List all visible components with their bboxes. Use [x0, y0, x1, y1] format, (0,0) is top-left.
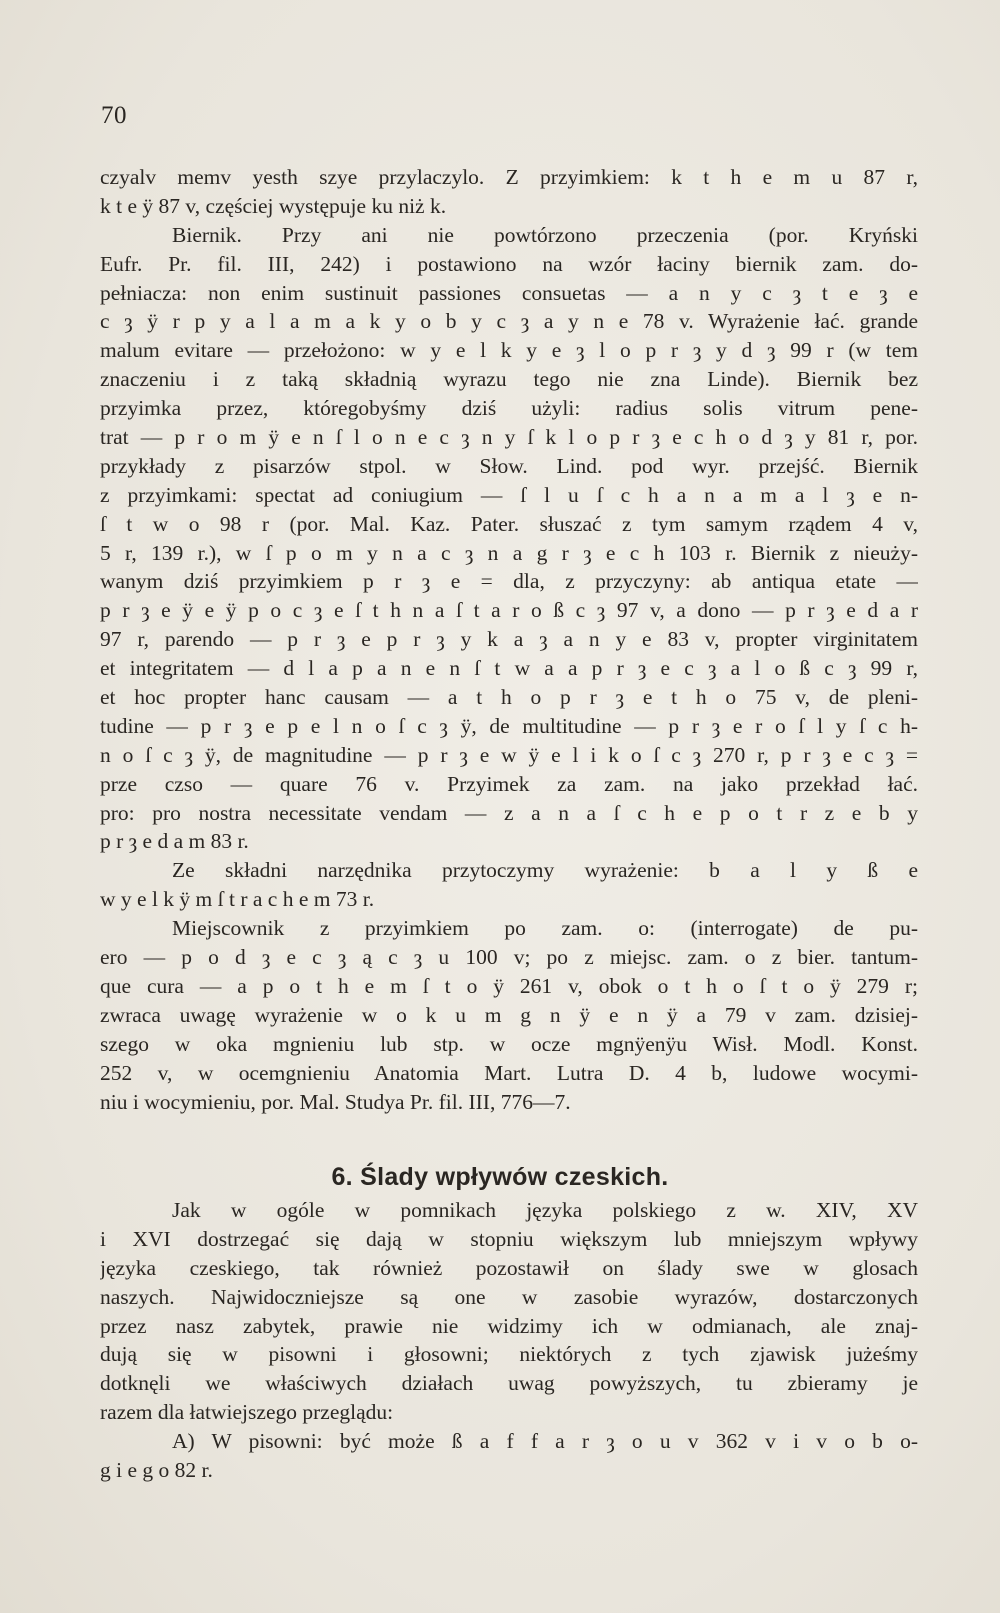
text-line: 252 v, w ocemgnieniu Anatomia Mart. Lutra D. 4 b, ludowe wocymi-	[100, 1060, 918, 1085]
text-line: p r ȝ e d a m 83 r.	[100, 829, 249, 854]
text-line: i XVI dostrzegać się dają w stopniu większym lub mniejszym wpływy	[100, 1226, 918, 1251]
text-line: pro: pro nostra necessitate vendam — z a n a ſ c h e p o t r z e b y	[100, 800, 918, 825]
text-line: Biernik. Przy ani nie powtórzono przeczenia (por. Kryński	[172, 222, 918, 247]
text-line: p r ȝ e ÿ e ÿ p o c ȝ e ſ t h n a ſ t a r o ß c ȝ 97 v, a dono — p r ȝ e d a r	[100, 598, 918, 623]
text-line: dotknęli we właściwych działach uwag powyższych, tu zbieramy je	[100, 1371, 918, 1396]
text-line: przyimka przez, któregobyśmy dziś użyli: radius solis vitrum pene-	[100, 396, 918, 421]
text-line: przez nasz zabytek, prawie nie widzimy ich w odmianach, ale znaj-	[100, 1313, 918, 1338]
text-line: trat — p r o m ÿ e n ſ l o n e c ȝ n y ſ k l o p r ȝ e c h o d ȝ y 81 r, por.	[100, 425, 918, 450]
text-line: szego w oka mgnieniu lub stp. w ocze mgnÿenÿu Wisł. Modl. Konst.	[100, 1031, 918, 1056]
text-line: et integritatem — d l a p a n e n ſ t w a a p r ȝ e c ȝ a l o ß c ȝ 99 r,	[100, 656, 918, 681]
text-line: 97 r, parendo — p r ȝ e p r ȝ y k a ȝ a n y e 83 v, propter virginitatem	[100, 627, 918, 652]
text-line: języka czeskiego, tak również pozostawił on ślady swe w glosach	[100, 1255, 918, 1280]
text-line: Eufr. Pr. fil. III, 242) i postawiono na wzór łaciny biernik zam. do-	[100, 251, 918, 276]
text-line: dują się w pisowni i głosowni; niektórych z tych zjawisk jużeśmy	[100, 1342, 918, 1367]
section-heading: 6. Ślady wpływów czeskich.	[331, 1163, 669, 1191]
body-text-top	[100, 163, 918, 1116]
text-line: przykłady z pisarzów stpol. w Słow. Lind. pod wyr. przejść. Biernik	[100, 453, 918, 478]
text-line: c ȝ ÿ r p y a l a m a k y o b y c ȝ a y n e 78 v. Wyrażenie łać. grande	[100, 309, 918, 334]
text-line: 5 r, 139 r.), w ſ p o m y n a c ȝ n a g r ȝ e c h 103 r. Biernik z nieuży-	[100, 540, 918, 565]
text-line: Miejscownik z przyimkiem po zam. o: (interrogate) de pu-	[172, 916, 918, 941]
text-line: zwraca uwagę wyrażenie w o k u m g n ÿ e n ÿ a 79 v zam. dzisiej-	[100, 1002, 918, 1027]
text-line: et hoc propter hanc causam — a t h o p r ȝ e t h o 75 v, de pleni-	[100, 685, 918, 710]
text-line: g i e g o 82 r.	[100, 1458, 213, 1483]
body-text-bottom	[100, 1196, 918, 1485]
text-line: k t e ÿ 87 v, częściej występuje ku niż k.	[100, 193, 447, 218]
text-line: naszych. Najwidoczniejsze są one w zasobie wyrazów, dostarczonych	[100, 1284, 918, 1309]
text-line: Jak w ogóle w pomnikach języka polskiego z w. XIV, XV	[172, 1198, 918, 1222]
text-line: n o ſ c ȝ ÿ, de magnitudine — p r ȝ e w ÿ e l i k o ſ c ȝ 270 r, p r ȝ e c ȝ =	[100, 742, 918, 767]
text-line: ero — p o d ȝ e c ȝ ą c ȝ u 100 v; po z miejsc. zam. o z bier. tantum-	[100, 945, 918, 970]
text-line: A) W pisowni: być może ß a f f a r ȝ o u v 362 v i v o b o-	[172, 1429, 918, 1454]
text-line: w y e l k ÿ m ſ t r a c h e m 73 r.	[100, 887, 375, 912]
page-number: 70	[101, 102, 127, 129]
text-line: malum evitare — przełożono: w y e l k y e ȝ l o p r ȝ y d ȝ 99 r (w tem	[100, 338, 918, 363]
text-line: tudine — p r ȝ e p e l n o ſ c ȝ ÿ, de multitudine — p r ȝ e r o ſ l y ſ c h-	[100, 713, 918, 738]
text-line: razem dla łatwiejszego przeglądu:	[100, 1400, 394, 1425]
text-line: wanym dziś przyimkiem p r ȝ e = dla, z przyczyny: ab antiqua etate —	[100, 569, 918, 594]
text-line: pełniacza: non enim sustinuit passiones consuetas — a n y c ȝ t e ȝ e	[100, 280, 918, 305]
text-line: znaczeniu i z taką składnią wyrazu tego nie zna Linde). Biernik bez	[100, 367, 918, 392]
text-line: niu i wocymieniu, por. Mal. Studya Pr. fil. III, 776—7.	[100, 1089, 571, 1114]
text-line: Ze składni narzędnika przytoczymy wyrażenie: b a l y ß e	[172, 858, 918, 883]
text-line: prze czso — quare 76 v. Przyimek za zam. na jako przekład łać.	[100, 771, 918, 796]
text-line: z przyimkami: spectat ad coniugium — ſ l u ſ c h a n a m a l ȝ e n-	[100, 482, 918, 507]
text-line: ſ t w o 98 r (por. Mal. Kaz. Pater. słuszać z tym samym rządem 4 v,	[100, 511, 918, 536]
text-line: czyalv memv yesth szye przylaczylo. Z przyimkiem: k t h e m u 87 r,	[100, 165, 918, 189]
text-line: que cura — a p o t h e m ſ t o ÿ 261 v, obok o t h o ſ t o ÿ 279 r;	[100, 973, 918, 998]
